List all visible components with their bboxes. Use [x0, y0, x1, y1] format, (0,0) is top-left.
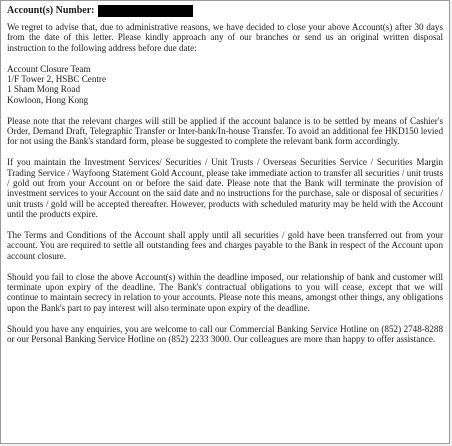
enquiries-paragraph: Should you have any enquiries, you are welcome to call our Commercial Banking Service Hotline on (852) 2748-8288 or our Personal Banking Service Hotline on (852) 2233 3000. Our colleagues are more than happy to offer assistance.: [7, 323, 443, 345]
redacted-account-number: [98, 5, 193, 17]
closure-team-address: [7, 64, 443, 106]
account-number-label: Account(s) Number:: [7, 5, 95, 16]
investment-paragraph: If you maintain the Investment Services/ Securities / Unit Trusts / Overseas Securities Service / Securities Margin Trading Service / Wayfoong Statement Gold Account, please take immediate action to transfer all securities / unit trusts / gold out from your Account on or before the said date. Please note that the Bank will terminate the provision of investment services to your Account on the said date and no instructions for the purchase, sale or disposal of securities / unit trusts / gold will be accepted thereafter. However, products with scheduled maturity may be held with the Account until the products expire.: [7, 157, 443, 220]
letter-body: [7, 5, 443, 355]
address-line: 1 Sham Mong Road: [7, 84, 81, 95]
intro-paragraph: We regret to advise that, due to administrative reasons, we have decided to close your above Account(s) after 30 days from the date of this letter. Please kindly approach any of our branches or send us an original written disposal instruction to the following address before due date:: [7, 22, 443, 53]
deadline-paragraph: Should you fail to close the above Account(s) within the deadline imposed, our relationship of bank and customer will terminate upon expiry of the deadline. The Bank's contractual obligations to you will cease, except that we will continue to maintain secrecy in relation to your accounts. Please note this means, amongst other things, any obligations upon the Bank's part to pay interest will also terminate upon expiry of the deadline.: [7, 271, 443, 313]
address-line: Account Closure Team: [7, 63, 91, 74]
address-line: Kowloon, Hong Kong: [7, 94, 89, 105]
charges-paragraph: Please note that the relevant charges will still be applied if the account balance is to be settled by means of Cashier's Order, Demand Draft, Telegraphic Transfer or Inter-bank/In-house Transfer. To avoid an additional fee HKD150 levied for not using the Bank's standard form, please be suggested to complete the relevant bank form accordingly.: [7, 115, 443, 147]
terms-paragraph: The Terms and Conditions of the Account shall apply until all securities / gold have been transferred out from your account. You are required to settle all outstanding fees and charges payable to the Bank in respect of the Account upon account closure.: [7, 230, 443, 261]
account-number-header: [7, 5, 443, 17]
address-line: 1/F Tower 2, HSBC Centre: [7, 74, 106, 85]
